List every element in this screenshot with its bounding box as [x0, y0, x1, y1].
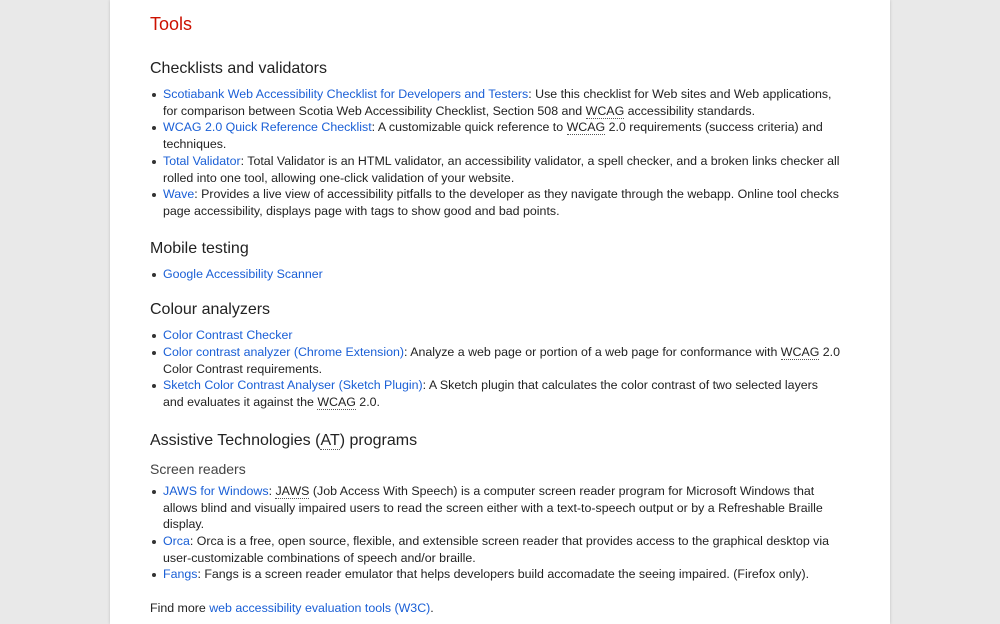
link-wcag-quick-reference[interactable]: WCAG 2.0 Quick Reference Checklist [163, 120, 372, 135]
content-area [150, 8, 840, 616]
colour-list [150, 327, 840, 411]
subheading-screen-readers: Screen readers [150, 460, 246, 477]
abbr-jaws: JAWS [275, 483, 310, 498]
list-item: Orca: Orca is a free, open source, flexible, and extensible screen reader that provides access to the graphical desktop via user-customizable combinations of speech and/or braille. [163, 533, 840, 566]
link-w3c-evaluation-tools[interactable]: web accessibility evaluation tools (W3C) [209, 601, 431, 616]
link-google-accessibility-scanner[interactable]: Google Accessibility Scanner [163, 266, 323, 281]
link-wave[interactable]: Wave [163, 187, 195, 202]
section-mobile [150, 238, 840, 283]
abbr-wcag: WCAG [566, 120, 606, 135]
section-colour [150, 299, 840, 411]
link-jaws-for-windows[interactable]: JAWS for Windows [163, 483, 269, 498]
list-item [163, 266, 840, 283]
list-item: WCAG 2.0 Quick Reference Checklist: A customizable quick reference to WCAG 2.0 requirements (success criteria) and techniques. [163, 119, 840, 152]
section-heading-mobile: Mobile testing [150, 239, 249, 257]
link-color-contrast-analyzer[interactable]: Color contrast analyzer (Chrome Extension) [163, 345, 405, 360]
content-page [110, 0, 890, 624]
list-item: Fangs: Fangs is a screen reader emulator that helps developers build accomadate the seeing impaired. (Firefox only). [163, 566, 840, 583]
list-item: Scotiabank Web Accessibility Checklist for Developers and Testers: Use this checklist for Web sites and Web applications, for comparison between Scotia Web Accessibility Checklist, Section 508 and WCAG accessibility standards. [163, 86, 840, 119]
list-item: JAWS for Windows: JAWS (Job Access With Speech) is a computer screen reader program for Microsoft Windows that allows blind and visually impaired users to read the screen either with a text-to-speech output or by a Refreshable Braille display. [163, 483, 840, 533]
abbr-wcag: WCAG [317, 395, 356, 410]
section-assistive-technologies [150, 430, 840, 583]
link-total-validator[interactable]: Total Validator [163, 153, 241, 168]
abbr-wcag: WCAG [780, 345, 820, 360]
abbr-at: AT [320, 431, 340, 449]
checklist-list [150, 86, 840, 220]
link-color-contrast-checker[interactable]: Color Contrast Checker [163, 328, 293, 343]
list-item [163, 327, 840, 344]
list-item: Sketch Color Contrast Analyser (Sketch Plugin): A Sketch plugin that calculates the color contrast of two selected layers and evaluates it against the WCAG 2.0. [163, 377, 840, 410]
list-item: Total Validator: Total Validator is an HTML validator, an accessibility validator, a spell checker, and a broken links checker all rolled into one tool, allowing one-click validation of your website. [163, 153, 840, 185]
link-fangs[interactable]: Fangs [163, 567, 198, 582]
section-heading-colour: Colour analyzers [150, 301, 271, 319]
link-scotiabank-checklist[interactable]: Scotiabank Web Accessibility Checklist for Developers and Testers [163, 87, 529, 101]
link-sketch-color-contrast[interactable]: Sketch Color Contrast Analyser (Sketch Plugin) [163, 378, 423, 393]
page-title: Tools [150, 14, 193, 34]
find-more-text: Find more web accessibility evaluation tools (W3C). [150, 601, 434, 616]
section-heading-at: Assistive Technologies (AT) programs [150, 431, 418, 449]
link-orca[interactable]: Orca [163, 533, 190, 548]
screen-reader-list [150, 483, 840, 583]
section-heading-checklists: Checklists and validators [150, 60, 327, 77]
list-item: Color contrast analyzer (Chrome Extension): Analyze a web page or portion of a web page for conformance with WCAG 2.0 Color Contrast requirements. [163, 345, 841, 376]
section-checklists [150, 58, 840, 220]
list-item: Wave: Provides a live view of accessibility pitfalls to the developer as they navigate through the webapp. Online tool checks page accessibility, displays page with tags to show good and bad points. [163, 187, 839, 218]
mobile-list [150, 266, 840, 283]
abbr-wcag: WCAG [585, 103, 625, 118]
